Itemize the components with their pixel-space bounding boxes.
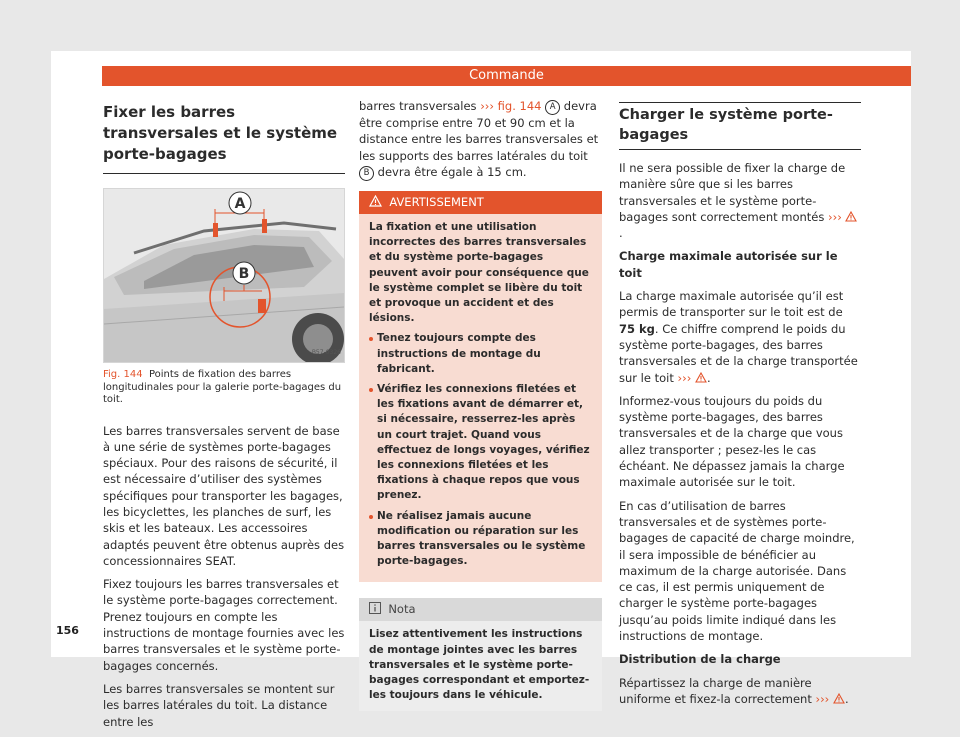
max-load-value: 75 kg	[619, 321, 655, 336]
text-part: Répartissez la charge de manière uniforme et fixez-la correctement	[619, 675, 812, 706]
figure-ref-code: B57-0326	[311, 348, 341, 356]
section-heading: Charger le système porte-bagages	[619, 102, 861, 150]
note-header	[359, 598, 602, 621]
warning-header	[359, 191, 602, 214]
marker-a: A	[545, 100, 560, 115]
section-title: Commande	[469, 68, 544, 83]
info-icon	[369, 602, 381, 614]
warning-triangle-icon	[369, 195, 382, 207]
middle-column	[359, 98, 602, 711]
note-box	[359, 598, 602, 711]
car-roof-illustration	[104, 189, 344, 362]
left-column	[103, 98, 345, 737]
cross-ref-arrow[interactable]: ›››	[480, 99, 494, 113]
paragraph: Répartissez la charge de manière uniforme et fixez-la correctement ››› .	[619, 675, 849, 706]
warning-body	[359, 214, 602, 582]
text-part: . Ce chiffre comprend le poids du système porte-bagages, des barres transversales et de la charge transportée sur le toit	[619, 321, 858, 385]
text-part: devra être égale à 15 cm.	[377, 164, 527, 179]
figure-label-a: A	[234, 196, 246, 212]
cross-ref-arrow[interactable]: ›››	[828, 209, 842, 224]
paragraph: Fixez toujours les barres transversales et le système porte-bagages correctement. Prenez toujours en compte les instructions de montage fournies avec les barres transversales et le système porte-bagages concernés.	[103, 577, 345, 673]
marker-b: B	[359, 166, 374, 181]
paragraph: Les barres transversales servent de base à une série de systèmes porte-bagages spéciaux. Pour des raisons de sécurité, il est nécessaire d’utiliser des systèmes spécifiques pour transporter les bagages, les bicyclettes, les planches de surf, les skis et les bateaux. Les accessoires adaptés peuvent être obtenus auprès des concessionnaires SEAT.	[103, 423, 345, 568]
subheading: Charge maximale autorisée sur le toit	[619, 249, 838, 280]
figure-link[interactable]: fig. 144	[497, 99, 542, 113]
warning-bullet: Ne réalisez jamais aucune modification ou réparation sur les barres transversales ou le système porte-bagages.	[369, 509, 592, 570]
roof-rack-figure	[103, 188, 345, 363]
note-body: Lisez attentivement les instructions de montage jointes avec les barres transversales et le système porte-bagages correspondant et emportez-les toujours dans le véhicule.	[369, 628, 590, 702]
paragraph: La charge maximale autorisée qu’il est permis de transporter sur le toit est de 75 kg. Ce chiffre comprend le poids du système porte-bagages, des barres transversales et de la charge transportée sur le toit ››› .	[619, 289, 858, 385]
text-part: La charge maximale autorisée qu’il est permis de transporter sur le toit est de	[619, 289, 844, 320]
text-part: barres transversales	[359, 99, 477, 113]
warning-triangle-icon[interactable]	[845, 211, 857, 222]
paragraph: Les barres transversales se montent sur les barres latérales du toit. La distance entre les	[103, 681, 335, 729]
paragraph: En cas d’utilisation de barres transversales et de systèmes porte-bagages de capacité de charge moindre, il sera impossible de bénéficier au maximum de la charge autorisée. Dans ce cas, il est permis uniquement de charger le système porte-bagages jusqu’au poids limite indiqué dans les instructions de montage.	[619, 498, 855, 644]
right-column	[619, 98, 861, 714]
figure-label-b: B	[238, 266, 250, 282]
paragraph: Il ne sera possible de fixer la charge de manière sûre que si les barres transversales et le système porte-bagages sont correctement montés ››› .	[619, 160, 861, 241]
figure-caption	[103, 369, 345, 407]
cross-ref-arrow[interactable]: ›››	[677, 370, 692, 385]
paragraph: Informez-vous toujours du poids du système porte-bagages, des barres transversales et de la charge que vous allez transporter ; pesez-les le cas échéant. Ne dépassez jamais la charge maximale autorisée sur le toit.	[619, 393, 845, 490]
warning-bullet: Vérifiez les connexions filetées et les fixations avant de démarrer et, si nécessaire, resserrez-les après un court trajet. Quand vous effectuez de longs voyages, vérifiez les connexions filetées et les fixations à chaque repos que vous prenez.	[369, 382, 592, 504]
section-heading: Fixer les barres transversales et le système porte-bagages	[103, 102, 345, 174]
manual-page	[51, 51, 911, 729]
note-title: Nota	[388, 602, 416, 617]
warning-triangle-icon[interactable]	[695, 372, 707, 383]
warning-intro: La fixation et une utilisation incorrectes des barres transversales et du système porte-bagages peuvent avoir pour conséquence que le système complet se libère du toit et provoque un accident et des lésions.	[369, 220, 589, 325]
figure-caption-text: Points de fixation des barres longitudinales pour la galerie porte-bagages du toit.	[103, 369, 342, 405]
warning-box	[359, 191, 602, 582]
warning-triangle-icon[interactable]	[833, 693, 845, 704]
text-part: Il ne sera possible de fixer la charge de manière sûre que si les barres transversales et le système porte-bagages sont correctement montés	[619, 161, 846, 224]
continued-paragraph	[359, 98, 602, 181]
cross-ref-arrow[interactable]: ›››	[815, 691, 830, 706]
figure-number: Fig. 144	[103, 369, 143, 380]
subheading: Distribution de la charge	[619, 652, 781, 667]
text-part: devra être comprise entre 70 et 90 cm et la distance entre les barres transversales et les supports des barres latérales du toit	[359, 99, 599, 163]
section-header	[102, 66, 911, 86]
warning-title: AVERTISSEMENT	[389, 194, 484, 209]
warning-bullet: Tenez toujours compte des instructions de montage du fabricant.	[369, 331, 592, 377]
page-number: 156	[56, 624, 79, 637]
